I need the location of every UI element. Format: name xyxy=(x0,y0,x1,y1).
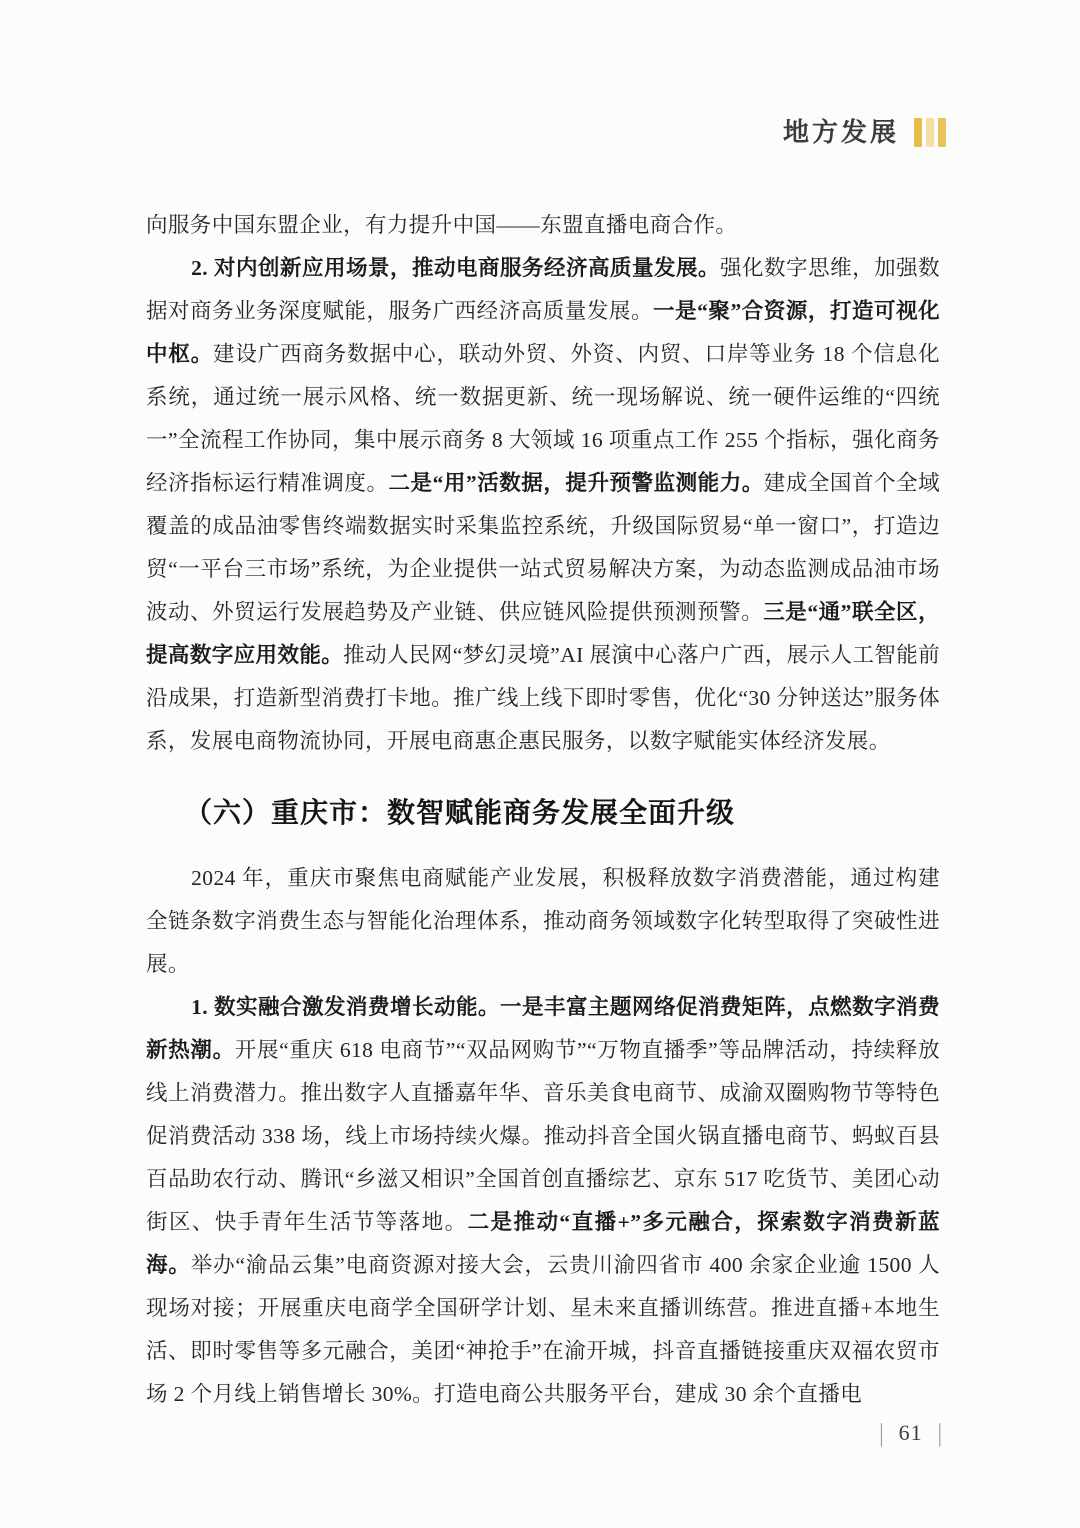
page-number-right-rule: | xyxy=(937,1418,942,1447)
paragraph xyxy=(146,857,940,986)
text-run-bold: 2. 对内创新应用场景，推动电商服务经济高质量发展。 xyxy=(191,256,721,280)
page-number: 61 xyxy=(898,1420,923,1445)
accent-bar-icon xyxy=(914,118,922,147)
page-footer xyxy=(879,1420,942,1446)
section-heading: （六）重庆市：数智赋能商务发展全面升级 xyxy=(184,797,736,828)
running-header xyxy=(783,117,946,147)
document-body xyxy=(146,204,940,1416)
text-run-bold: 三是“通”联全区，提高数字应用效能。 xyxy=(146,600,941,667)
text-run: 建设广西商务数据中心，联动外贸、外资、内贸、口岸等业务 18 个信息化系统，通过统一展示风格、统一数据更新、统一现场解说、统一硬件运维的“四统一”全流程工作协同，集中展示商务 8 大领域 16 项重点工作 255 个指标，强化商务经济指标运行精准调度。 xyxy=(146,342,940,495)
text-run-bold: 二是推动“直播+”多元融合，探索数字消费新蓝海。 xyxy=(146,1210,940,1277)
header-section-title: 地方发展 xyxy=(782,117,899,147)
text-run: 开展“重庆 618 电商节”“双品网购节”“万物直播季”等品牌活动，持续释放线上消费潜力。推出数字人直播嘉年华、音乐美食电商节、成渝双圈购物节等特色促消费活动 338 场，线上市场持续火爆。推动抖音全国火锅直播电商节、蚂蚁百县百品助农行动、腾讯“乡滋又相识”全国首创直播综艺、京东 517 吃货节、美团心动街区、快手青年生活节等落地。 xyxy=(146,1038,940,1234)
page-number-left-rule: | xyxy=(879,1418,884,1447)
text-run-bold: 一是“聚”合资源，打造可视化中枢。 xyxy=(146,299,941,366)
text-run: 推动人民网“梦幻灵境”AI 展演中心落户广西，展示人工智能前沿成果，打造新型消费打卡地。推广线上线下即时零售，优化“30 分钟送达”服务体系，发展电商物流协同，开展电商惠企惠民服务，以数字赋能实体经济发展。 xyxy=(146,643,940,753)
accent-bar-icon xyxy=(926,118,934,147)
text-run: 举办“渝品云集”电商资源对接大会，云贵川渝四省市 400 余家企业逾 1500 人现场对接；开展重庆电商学全国研学计划、星未来直播训练营。推进直播+本地生活、即时零售等多元融合，美团“神抢手”在渝开城，抖音直播链接重庆双福农贸市场 2 个月线上销售增长 30%。打造电商公共服务平台，建成 30 余个直播电 xyxy=(146,1253,940,1406)
accent-bar-icon xyxy=(938,118,946,147)
text-run-bold: 二是“用”活数据，提升预警监测能力。 xyxy=(388,471,764,495)
text-run: 建成全国首个全域覆盖的成品油零售终端数据实时采集监控系统，升级国际贸易“单一窗口”，打造边贸“一平台三市场”系统，为企业提供一站式贸易解决方案，为动态监测成品油市场波动、外贸运行发展趋势及产业链、供应链风险提供预测预警。 xyxy=(146,471,941,624)
text-run-bold: 1. 数实融合激发消费增长动能。一是丰富主题网络促消费矩阵，点燃数字消费新热潮。 xyxy=(146,995,940,1062)
text-run: 向服务中国东盟企业，有力提升中国——东盟直播电商合作。 xyxy=(146,213,738,237)
text-run: 2024 年，重庆市聚焦电商赋能产业发展，积极释放数字消费潜能，通过构建全链条数字消费生态与智能化治理体系，推动商务领域数字化转型取得了突破性进展。 xyxy=(146,866,940,976)
paragraph xyxy=(146,986,940,1416)
paragraph xyxy=(146,247,940,763)
paragraph xyxy=(146,204,940,247)
text-run: 强化数字思维，加强数据对商务业务深度赋能，服务广西经济高质量发展。 xyxy=(146,256,940,323)
header-accent-bars-icon xyxy=(914,118,946,147)
